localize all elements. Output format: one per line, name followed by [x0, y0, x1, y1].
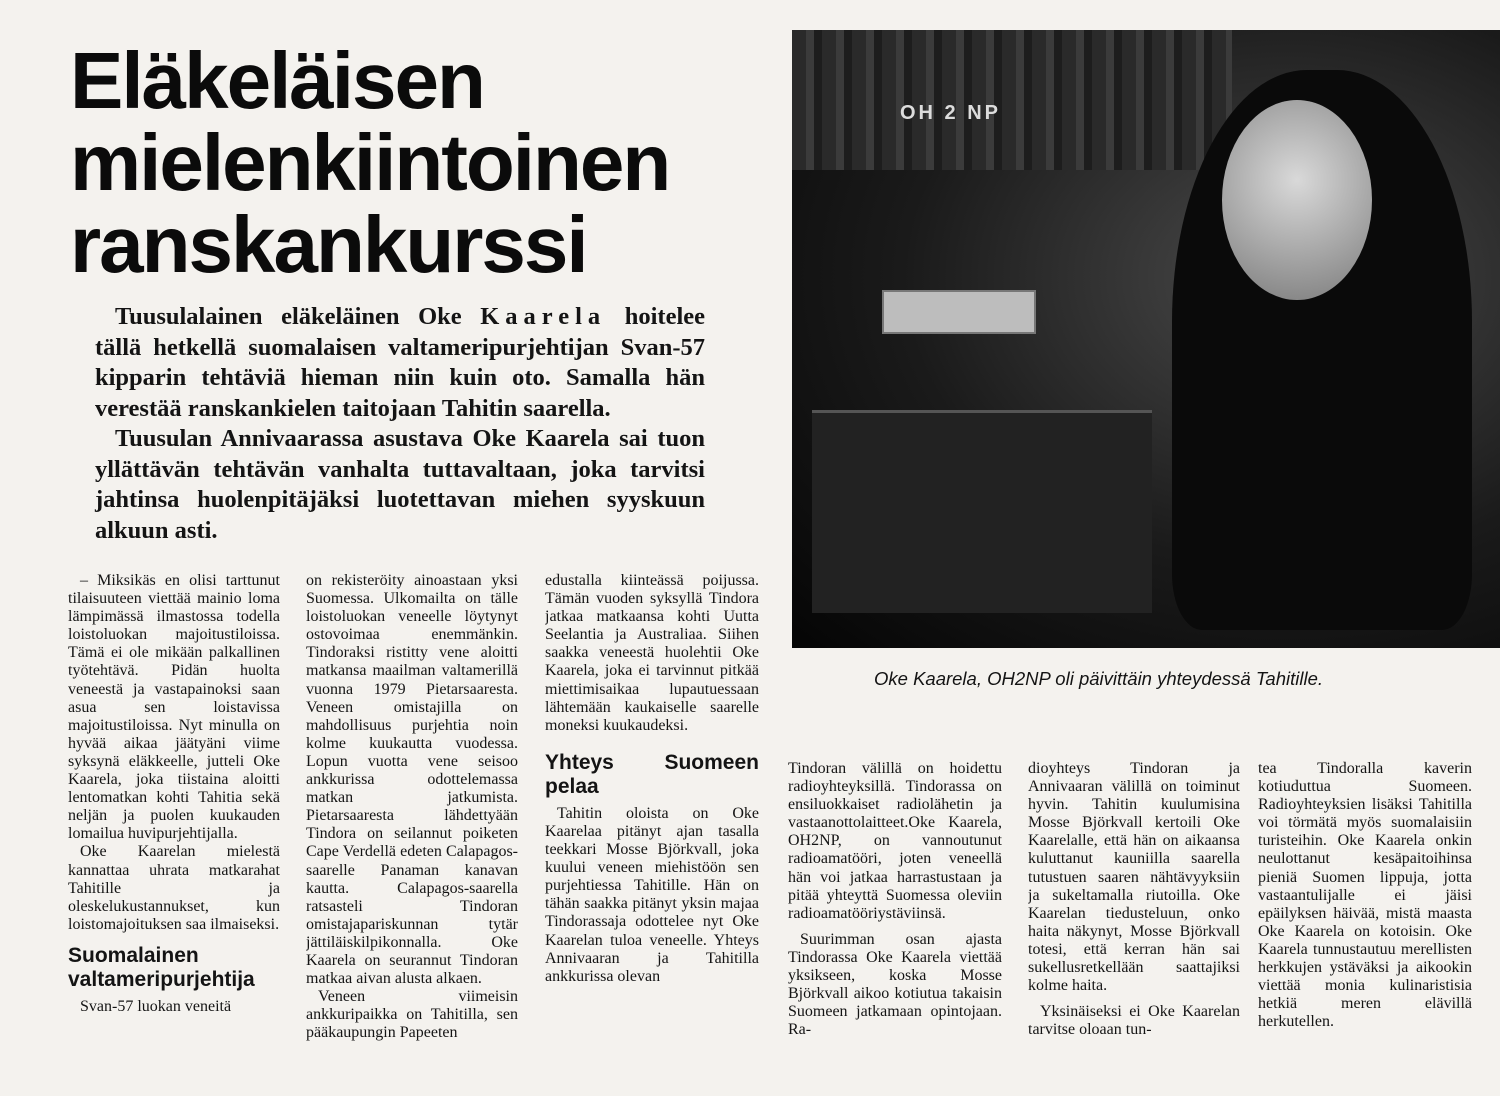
photo-callsign-sign: OH 2 NP: [900, 102, 1002, 124]
body-paragraph: Svan-57 luokan veneitä: [80, 997, 232, 1015]
body-paragraph: Tindoran välillä on hoidettu radioyhteyksillä. Tindorassa on ensiluokkaiset radiolähetin ja vastaanottolaitteet.Oke Kaarela, OH2NP, on vannoutunut radioamatööri, joten veneellä hän voi jatkaa harrastustaan ja pitää yhteyttä Suomessa oleviin radioamatööriystäviinsä.: [788, 760, 1002, 922]
photo-bookshelf: [792, 30, 1232, 170]
lead-p1-end: hoitelee tällä hetkellä suomalaisen valtameripurjehtijan Svan-57 kipparin tehtäviä hieman niin kuin oto. Samalla hän verestää ranskankielen taitojaan Tahitin saarella.: [95, 303, 705, 422]
subheading-yhteys-suomeen-pelaa: Yhteys Suomeen pelaa: [545, 750, 759, 798]
lead-p1-spaced-name: Kaarela: [480, 303, 607, 330]
body-paragraph: tea Tindoralla kaverin kotiuduttua Suomeen. Radioyhteyksien lisäksi Tahitilla voi törmätä myös suomalaisiin turisteihin. Oke Kaarela onkin neulottanut kesäpaitoihinsa pieniä Suomen lippuja, jotta vastaantulijalle ei jäisi epäilyksen häivää, mistä maasta Oke Kaarela on kotoisin. Oke Kaarela tunnustautuu merellisten herkkujen ystäväksi ja aikookin viettää monia kulinaristisia hetkiä meren elävillä herkutellen.: [1258, 760, 1472, 1031]
headline: [70, 36, 770, 289]
photo-radio-equipment: [882, 290, 1036, 334]
photo-face: [1222, 100, 1372, 300]
body-paragraph: dioyhteys Tindoran ja Annivaaran välillä on toiminut hyvin. Tahitin kuulumisina Mosse Björkvall kertoili Oke Kaarelalle, että hän on aikaansa kuluttanut kauniilla saarella tutustuen saaren nähtävyyksiin ja sukeltamalla riutoilla. Oke Kaarelan tiedusteluun, onko haita näkynyt, Mosse Björkvall totesi, että kerran hän sai sukellusretkellään saattajiksi kolme haita.: [1028, 760, 1240, 995]
photo-caption: Oke Kaarela, OH2NP oli päivittäin yhteydessä Tahitille.: [874, 668, 1324, 689]
body-paragraph: Oke Kaarelan mielestä kannattaa uhrata matkarahat Tahitille ja oleskelukustannukset, kun loistomajoituksen saa ilmaiseksi.: [68, 843, 280, 933]
lead-paragraph-2: Tuusulan Annivaarassa asustava Oke Kaarela sai tuon yllättävän tehtävän vanhalta tuttavaltaan, joka tarvitsi jahtinsa huolenpitäjäksi luotettavan miehen syyskuun alkuun asti.: [95, 425, 705, 544]
headline-line-3: ranskankurssi: [70, 200, 587, 289]
lead-p1-start: Tuusulalainen eläkeläinen Oke: [115, 303, 481, 330]
body-paragraph: – Miksikäs en olisi tarttunut tilaisuuteen viettää mainio loma lämpimässä ilmastossa todella loistoluokan majoitustiloissa. Tämä ei ole mikään palkallinen työtehtävä. Pidän huolta veneestä ja vastapainoksi saan asua sen loistavissa majoitustiloissa. Nyt minulla on hyvää aikaa jäätyäni viime syksynä eläkkeelle, jutteli Oke Kaarela, joka tiistaina aloitti lentomatkan kohti Tahitia sekä neljän ja puolen kuukauden lomailua huvipurjehtijalla.: [68, 572, 280, 843]
article-column-1: [68, 572, 280, 1082]
photo-oke-kaarela-radio: [792, 30, 1500, 648]
article-column-4: [788, 760, 1002, 1080]
lead-paragraphs: [95, 302, 705, 546]
body-paragraph: Veneen viimeisin ankkuripaikka on Tahitilla, sen pääkaupungin Papeeten: [306, 988, 518, 1042]
article-column-3: [545, 572, 759, 1082]
article-column-6: [1258, 760, 1472, 1080]
article-column-2: [306, 572, 518, 1082]
headline-line-1: Eläkeläisen: [70, 36, 484, 125]
body-paragraph: Suurimman osan ajasta Tindorassa Oke Kaarela viettää yksikseen, koska Mosse Björkvall aikoo kotiutua takaisin Suomeen jatkamaan opintojaan. Ra-: [788, 930, 1002, 1039]
body-paragraph: Yksinäiseksi ei Oke Kaarelan tarvitse oloaan tun-: [1028, 1003, 1240, 1039]
article-column-5: [1028, 760, 1240, 1080]
lead-paragraph-1: [95, 302, 705, 424]
headline-line-2: mielenkiintoinen: [70, 118, 670, 207]
photo-desk: [812, 410, 1152, 613]
body-paragraph: on rekisteröity ainoastaan yksi Suomessa. Ulkomailta on tälle loistoluokan veneelle löytynyt ostovoimaa enemmänkin. Tindoraksi ristitty vene aloitti matkansa maailman valtamerillä vuonna 1979 Pietarsaaresta. Veneen omistajilla on mahdollisuus purjehtia noin kolme kuukautta vuodessa. Lopun vuotta vene seisoo ankkurissa odottelemassa matkan jatkumista. Pietarsaaresta lähdettyään Tindora on seilannut poiketen Cape Verdellä edeten Calapagos-saarelle Panaman kanavan kautta. Calapagos-saarella ratsasteli Tindoran omistajapariskunnan tytär jättiläiskilpikonnalla. Oke Kaarela on seurannut Tindoran matkaa aivan alusta alkaen.: [306, 572, 518, 988]
body-paragraph: Tahitin oloista on Oke Kaarelaa pitänyt ajan tasalla teekkari Mosse Björkvall, joka kuului veneen miehistöön sen purjehtiessa Tahitille. Hän on tähän saakka pitänyt yksin majaa Tindorassaja odottelee nyt Oke Kaarelan tuloa veneelle. Yhteys Annivaaran ja Tahitilla ankkurissa olevan: [545, 804, 759, 985]
subheading-suomalainen-valtameripurjehtija: Suomalainen valtameripurjehtija: [68, 943, 255, 991]
body-paragraph: edustalla kiinteässä poijussa. Tämän vuoden syksyllä Tindora jatkaa matkaansa kohti Uutta Seelantia ja Australiaa. Siihen saakka veneestä huolehtii Oke Kaarela, joka ei tarvinnut pitkää miettimisaikaa lupautuessaan lähtemään kaukaiselle saarelle moneksi kuukaudeksi.: [545, 572, 759, 734]
